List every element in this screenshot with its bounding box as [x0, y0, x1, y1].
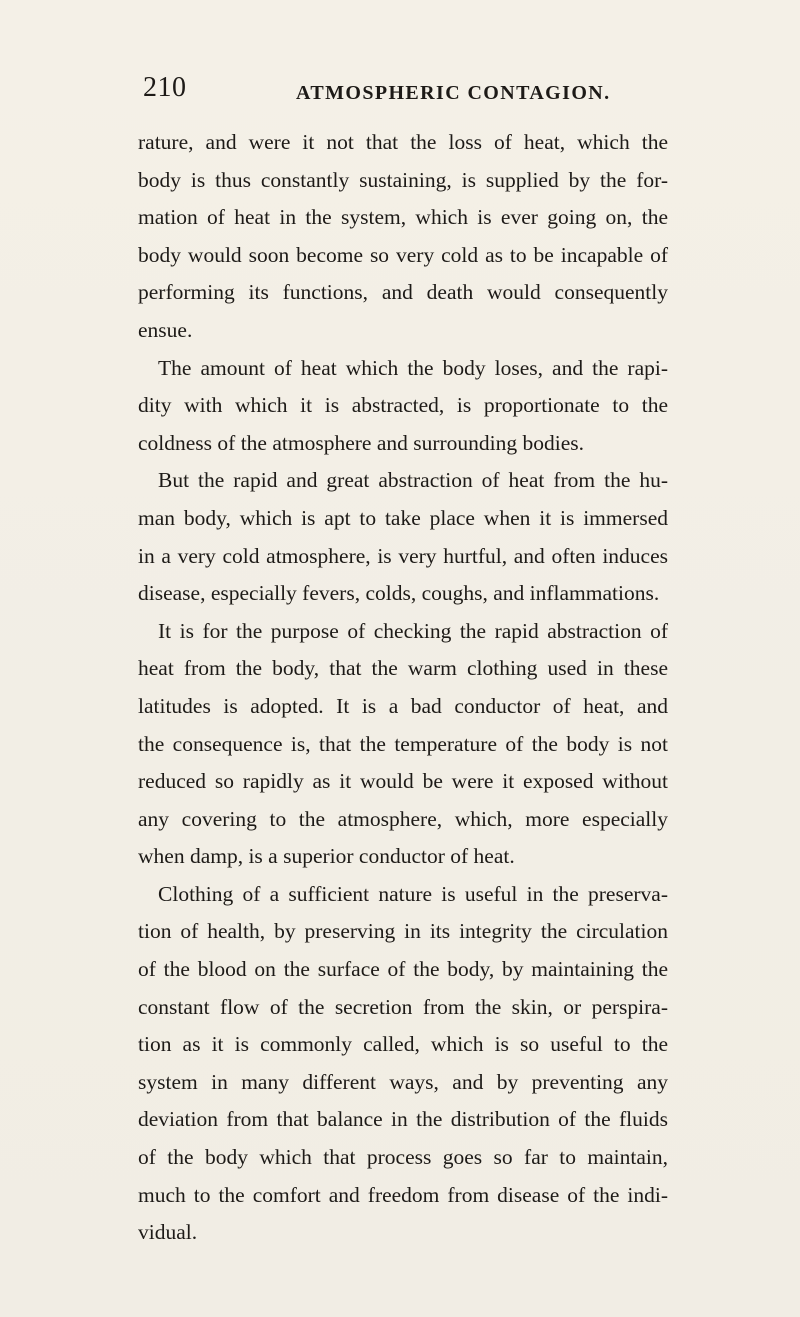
text-line: performing its functions, and death would consequently — [138, 280, 668, 305]
text-line: latitudes is adopted. It is a bad conductor of heat, and — [138, 693, 668, 718]
text-line: coldness of the atmosphere and surrounding bodies. — [138, 430, 585, 455]
paragraph-1 — [138, 124, 668, 350]
text-line: heat from the body, that the warm clothing used in these — [138, 656, 668, 681]
text-line: body is thus constantly sustaining, is supplied by the for- — [138, 167, 668, 192]
text-line: dity with which it is abstracted, is proportionate to the — [138, 393, 668, 418]
text-line: disease, especially fevers, colds, coughs, and inflammations. — [138, 581, 660, 606]
text-line: the consequence is, that the temperature of the body is not — [138, 731, 668, 756]
text-line: The amount of heat which the body loses, and the rapi- — [158, 355, 668, 380]
text-line: reduced so rapidly as it would be were it exposed without — [138, 769, 668, 794]
page-header — [0, 72, 800, 112]
text-line: rature, and were it not that the loss of heat, which the — [138, 130, 668, 154]
text-line: mation of heat in the system, which is ever going on, the — [138, 205, 668, 230]
text-line: tion of health, by preserving in its integrity the circulation — [138, 919, 668, 944]
text-line: body would soon become so very cold as to be incapable of — [138, 242, 668, 267]
text-line: when damp, is a superior conductor of heat. — [138, 844, 515, 869]
paragraph-2 — [138, 350, 668, 463]
text-line: of the body which that process goes so far to maintain, — [138, 1145, 668, 1170]
running-title: ATMOSPHERIC CONTAGION. — [296, 82, 611, 104]
paragraph-3 — [138, 462, 668, 612]
text-line: vidual. — [138, 1220, 198, 1245]
text-line: tion as it is commonly called, which is so useful to the — [138, 1032, 668, 1057]
text-line: constant flow of the secretion from the skin, or perspira- — [138, 994, 668, 1019]
text-line: system in many different ways, and by preventing any — [138, 1069, 668, 1094]
text-line: much to the comfort and freedom from disease of the indi- — [138, 1182, 668, 1207]
page-number: 210 — [143, 72, 187, 103]
text-line: any covering to the atmosphere, which, more especially — [138, 806, 668, 831]
text-line: But the rapid and great abstraction of heat from the hu- — [158, 468, 668, 493]
paragraph-4 — [138, 613, 668, 876]
text-line: ensue. — [138, 317, 193, 342]
body-text — [138, 124, 668, 1252]
text-line: Clothing of a sufficient nature is useful in the preserva- — [158, 881, 668, 906]
text-line: man body, which is apt to take place when it is immersed — [138, 505, 668, 530]
text-line: in a very cold atmosphere, is very hurtful, and often induces — [138, 543, 668, 568]
paragraph-5 — [138, 876, 668, 1252]
text-line: deviation from that balance in the distribution of the fluids — [138, 1107, 668, 1132]
text-line: of the blood on the surface of the body, by maintaining the — [138, 957, 668, 982]
text-line: It is for the purpose of checking the rapid abstraction of — [158, 618, 668, 643]
